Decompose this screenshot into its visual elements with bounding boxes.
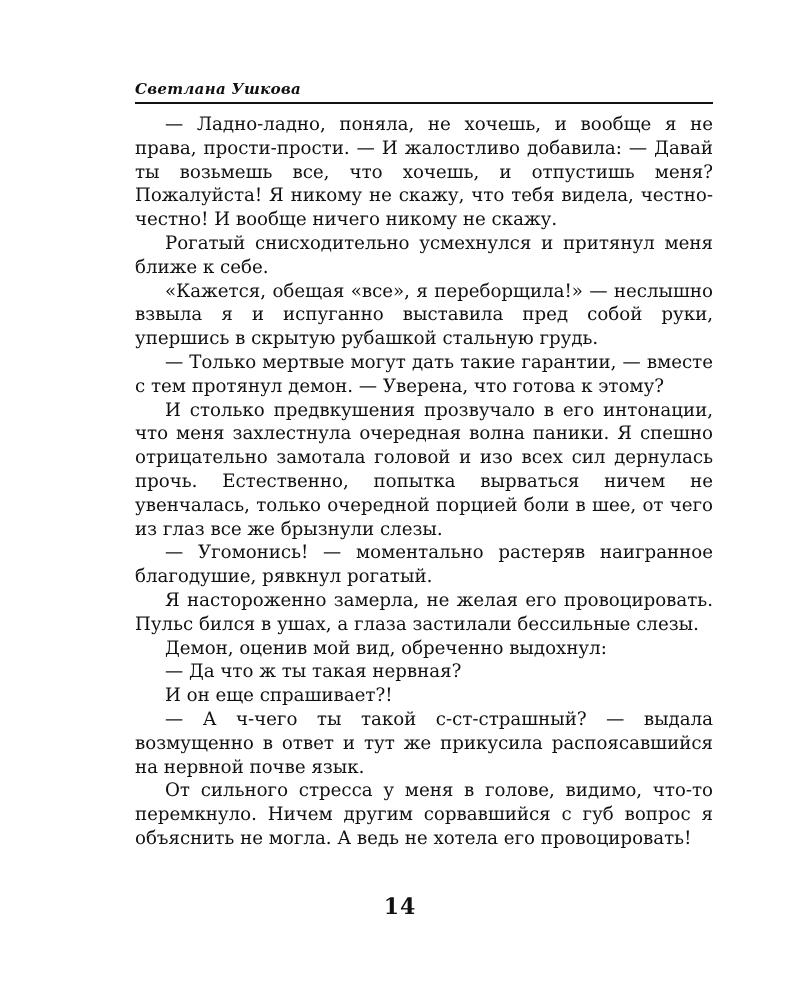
page-number: 14 <box>383 894 417 920</box>
paragraph: — Ладно-ладно, поняла, не хочешь, и вообще я не права, прости-прости. — И жалостливо добавила: — Давай ты возьмешь все, что хочешь, и отпустишь меня? Пожалуйста! Я никому не скажу, что тебя видела, честно-честно! И вообще ничего никому не скажу. <box>135 114 713 231</box>
paragraph: И столько предвкушения прозвучало в его интонации, что меня захлестнула очередная волна паники. Я спешно отрицательно замотала головой и изо всех сил дернулась прочь. Естественно, попытка вырваться ничем не увенчалась, только очередной порцией боли в шее, от чего из глаз все же брызнули слезы. <box>135 399 713 540</box>
paragraph: Демон, оценив мой вид, обреченно выдохнул: <box>165 637 607 659</box>
paragraph: От сильного стресса у меня в голове, видимо, что-то перемкнуло. Ничем другим сорвавшийся с губ вопрос я объяснить не могла. А ведь не хотела его провоцировать! <box>135 780 713 849</box>
paragraph: — Да что ж ты такая нервная? <box>165 661 462 683</box>
running-header <box>135 78 713 104</box>
paragraph: «Кажется, обещая «все», я переборщила!» — неслышно взвыла я и испуганно выставила пред собой руки, упершись в скрытую рубашкой стальную грудь. <box>135 280 713 350</box>
paragraph: — Только мертвые могут дать такие гарантии, — вместе с тем протянул демон. — Уверена, что готова к этому? <box>135 351 713 397</box>
body-text <box>135 113 713 851</box>
paragraph: Рогатый снисходительно усмехнулся и притянул меня ближе к себе. <box>135 232 713 278</box>
author-name: Светлана Ушкова <box>135 80 302 98</box>
paragraph: — А ч-чего ты такой с-ст-страшный? — выдала возмущенно в ответ и тут же прикусила распоясавшийся на нервной почве язык. <box>135 708 713 778</box>
paragraph: Я настороженно замерла, не желая его провоцировать. Пульс бился в ушах, а глаза застилали бессильные слезы. <box>135 589 713 635</box>
paragraph: — Угомонись! — моментально растеряв наигранное благодушие, рявкнул рогатый. <box>135 542 713 588</box>
paragraph: И он еще спрашивает?! <box>165 685 393 707</box>
